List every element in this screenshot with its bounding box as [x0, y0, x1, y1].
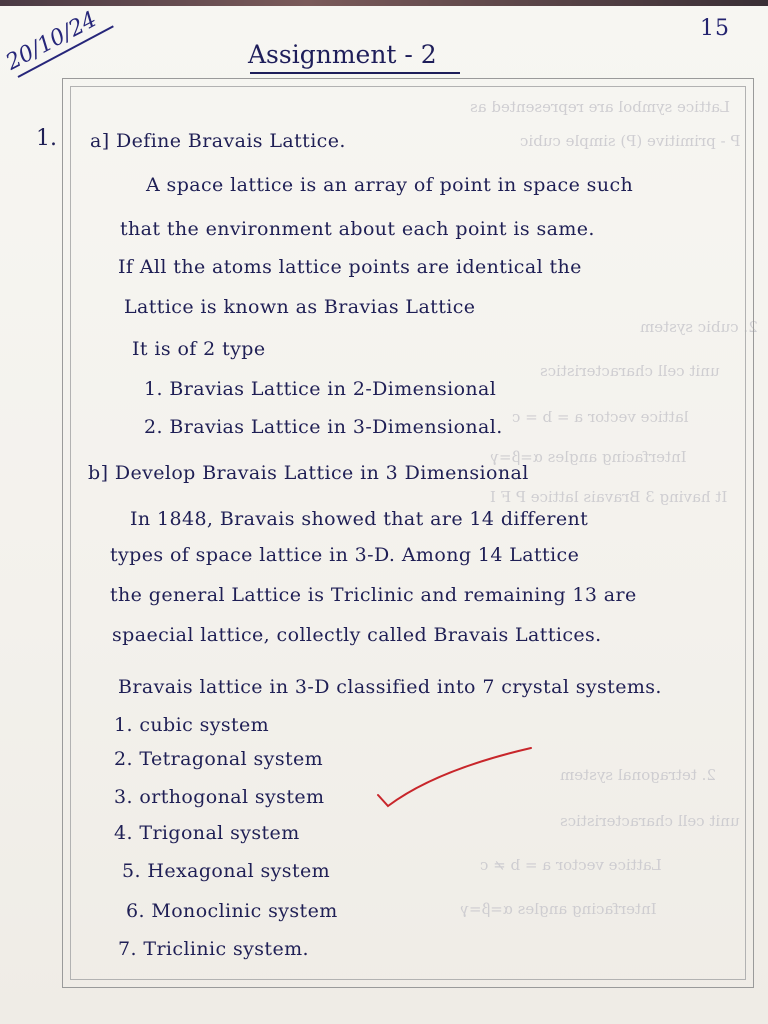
bleed-through-text: Interfacing angles α=β=γ: [460, 900, 657, 918]
part-a-list-item: 2. Bravias Lattice in 3-Dimensional.: [144, 416, 503, 438]
bleed-through-text: It having 3 Bravais lattice P F I: [490, 488, 728, 506]
bleed-through-text: unit cell characteristics: [540, 362, 720, 380]
bleed-through-text: unit cell characteristics: [560, 812, 740, 830]
crystal-system-item: 1. cubic system: [114, 714, 270, 736]
part-a-line: that the environment about each point is same.: [120, 218, 595, 240]
part-b-line: Bravais lattice in 3-D classified into 7 crystal systems.: [118, 676, 662, 698]
bleed-through-text: P - primitive (P) simple cubic: [520, 132, 741, 150]
title-underline: [250, 72, 460, 74]
part-b-line: In 1848, Bravais showed that are 14 different: [130, 508, 589, 530]
bleed-through-text: Lattice symbol are represented as: [470, 98, 731, 116]
part-a-line: If All the atoms lattice points are identical the: [118, 256, 582, 278]
top-edge: [0, 0, 768, 6]
page-number: 15: [700, 16, 730, 41]
check-mark-icon: [376, 740, 536, 810]
bleed-through-text: 2. tetragonal system: [560, 766, 716, 784]
bleed-through-text: 2. cubic system: [640, 318, 758, 336]
part-a-heading: a] Define Bravais Lattice.: [90, 130, 346, 152]
part-a-list-item: 1. Bravias Lattice in 2-Dimensional: [144, 378, 497, 400]
question-number: 1.: [36, 126, 57, 151]
bleed-through-text: Lattice vector a = b ≠ c: [480, 856, 662, 874]
part-a-line: Lattice is known as Bravias Lattice: [124, 296, 476, 318]
date: 20/10/24: [2, 7, 102, 76]
part-b-line: types of space lattice in 3-D. Among 14 Lattice: [110, 544, 580, 566]
part-a-line: It is of 2 type: [132, 338, 266, 360]
crystal-system-item: 5. Hexagonal system: [122, 860, 331, 882]
part-a-line: A space lattice is an array of point in space such: [146, 174, 634, 196]
part-b-line: spaecial lattice, collectly called Bravais Lattices.: [112, 624, 602, 646]
bleed-through-text: lattice vector a = b = c: [512, 408, 689, 426]
crystal-system-item: 3. orthogonal system: [114, 786, 325, 808]
part-b-line: the general Lattice is Triclinic and remaining 13 are: [110, 584, 637, 606]
page-title: Assignment - 2: [248, 40, 437, 69]
bleed-through-text: Interfacing angles α=β=γ: [490, 448, 687, 466]
crystal-system-item: 2. Tetragonal system: [114, 748, 324, 770]
crystal-system-item: 4. Trigonal system: [114, 822, 300, 844]
crystal-system-item: 6. Monoclinic system: [126, 900, 338, 922]
crystal-system-item: 7. Triclinic system.: [118, 938, 309, 960]
part-b-heading: b] Develop Bravais Lattice in 3 Dimensional: [88, 462, 529, 484]
